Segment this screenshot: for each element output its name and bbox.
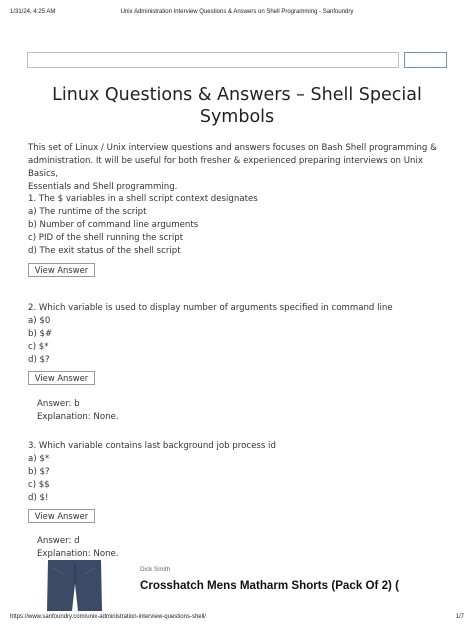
- question-2: [28, 302, 448, 422]
- intro-paragraph: [28, 142, 448, 194]
- answer-text: Answer: b: [37, 399, 80, 409]
- intro-line: Essentials and Shell programming.: [28, 182, 178, 192]
- question-3: [28, 440, 448, 559]
- print-url: https://www.sanfoundry.com/unix-administration-interview-questions-shell/: [10, 614, 206, 620]
- view-answer-button[interactable]: View Answer: [28, 509, 95, 523]
- option-c: c) $$: [28, 480, 50, 490]
- option-a: a) The runtime of the script: [28, 207, 147, 217]
- option-b: b) Number of command line arguments: [28, 220, 199, 230]
- answer-text: Answer: d: [37, 536, 80, 546]
- search-button[interactable]: [404, 52, 447, 68]
- ad-title[interactable]: Crosshatch Mens Matharm Shorts (Pack Of 2) (: [140, 579, 399, 592]
- option-d: d) $?: [28, 355, 50, 365]
- advertisement[interactable]: [0, 560, 474, 611]
- explanation-text: Explanation: None.: [37, 412, 119, 422]
- option-c: c) PID of the shell running the script: [28, 233, 184, 243]
- page-title-line-1: Linux Questions & Answers – Shell Special: [52, 85, 422, 105]
- question-text: 1. The $ variables in a shell script context designates: [28, 194, 258, 204]
- option-c: c) $*: [28, 342, 49, 352]
- print-datetime: 1/31/24, 4:25 AM: [10, 9, 56, 15]
- print-page-number: 1/7: [455, 614, 464, 620]
- intro-line: This set of Linux / Unix interview questions and answers focuses on Bash Shell programming &: [28, 143, 437, 153]
- ad-source: Dick Smith: [140, 566, 171, 573]
- option-a: a) $0: [28, 316, 51, 326]
- explanation-text: Explanation: None.: [37, 549, 119, 559]
- question-text: 2. Which variable is used to display number of arguments specified in command line: [28, 303, 393, 313]
- intro-line: administration. It will be useful for both fresher & experienced preparing interviews on Unix Basics,: [28, 156, 423, 179]
- option-b: b) $#: [28, 329, 53, 339]
- search-bar: [27, 52, 447, 68]
- print-page-title: Unix Administration Interview Questions & Answers on Shell Programming - Sanfoundry: [120, 9, 354, 15]
- option-a: a) $*: [28, 454, 50, 464]
- view-answer-button[interactable]: View Answer: [28, 263, 95, 277]
- option-b: b) $?: [28, 467, 50, 477]
- page-title: [30, 84, 444, 128]
- shorts-product-image[interactable]: [45, 560, 104, 611]
- print-footer: [10, 614, 464, 624]
- page-title-line-2: Symbols: [199, 107, 275, 127]
- print-header: [10, 9, 464, 19]
- view-answer-button[interactable]: View Answer: [28, 371, 95, 385]
- search-input[interactable]: [27, 52, 399, 68]
- question-1: [28, 193, 448, 275]
- option-d: d) The exit status of the shell script: [28, 246, 181, 256]
- option-d: d) $!: [28, 493, 49, 503]
- question-text: 3. Which variable contains last background job process id: [28, 441, 276, 451]
